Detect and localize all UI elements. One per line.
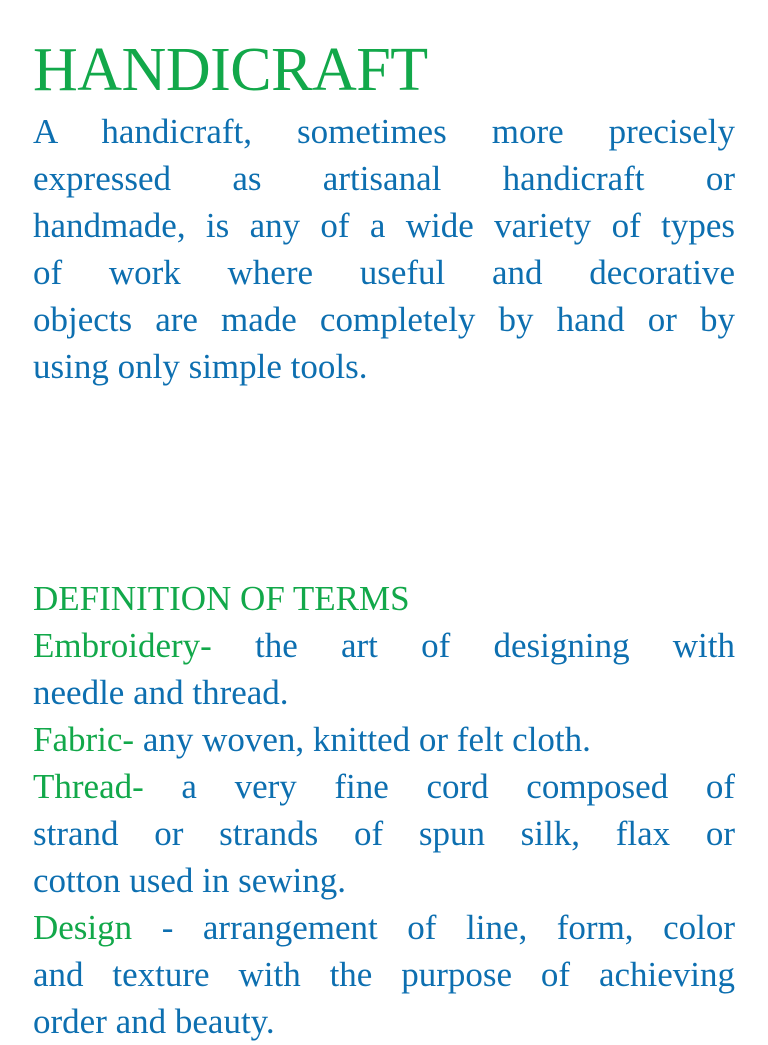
definition-text: a very fine cord composed of <box>143 767 735 806</box>
definition-text: - arrangement of line, form, color <box>132 908 735 947</box>
definition-thread-line <box>33 763 735 810</box>
definition-thread-line: strand or strands of spun silk, flax or <box>33 814 735 853</box>
term-fabric: Fabric- <box>33 720 135 759</box>
document-title: HANDICRAFT <box>33 36 428 104</box>
definition-fabric-line <box>33 716 735 763</box>
definition-text: any woven, knitted or felt cloth. <box>134 720 591 759</box>
definition-embroidery-line <box>33 622 735 669</box>
intro-line: handmade, is any of a wide variety of types <box>33 206 735 245</box>
intro-line: A handicraft, sometimes more precisely <box>33 112 735 151</box>
definition-text: the art of designing with <box>211 626 735 665</box>
intro-line: expressed as artisanal handicraft or <box>33 159 735 198</box>
term-thread: Thread- <box>33 767 144 806</box>
definition-design-line: order and beauty. <box>33 1002 275 1041</box>
intro-line: using only simple tools. <box>33 347 368 386</box>
definition-embroidery-line: needle and thread. <box>33 673 289 712</box>
section-heading: DEFINITION OF TERMS <box>33 579 410 618</box>
term-embroidery: Embroidery- <box>33 626 212 665</box>
definition-design-line <box>33 904 735 951</box>
intro-line: objects are made completely by hand or by <box>33 300 735 339</box>
definition-thread-line: cotton used in sewing. <box>33 861 347 900</box>
term-design: Design <box>33 908 133 947</box>
intro-line: of work where useful and decorative <box>33 253 735 292</box>
definition-design-line: and texture with the purpose of achieving <box>33 955 735 994</box>
